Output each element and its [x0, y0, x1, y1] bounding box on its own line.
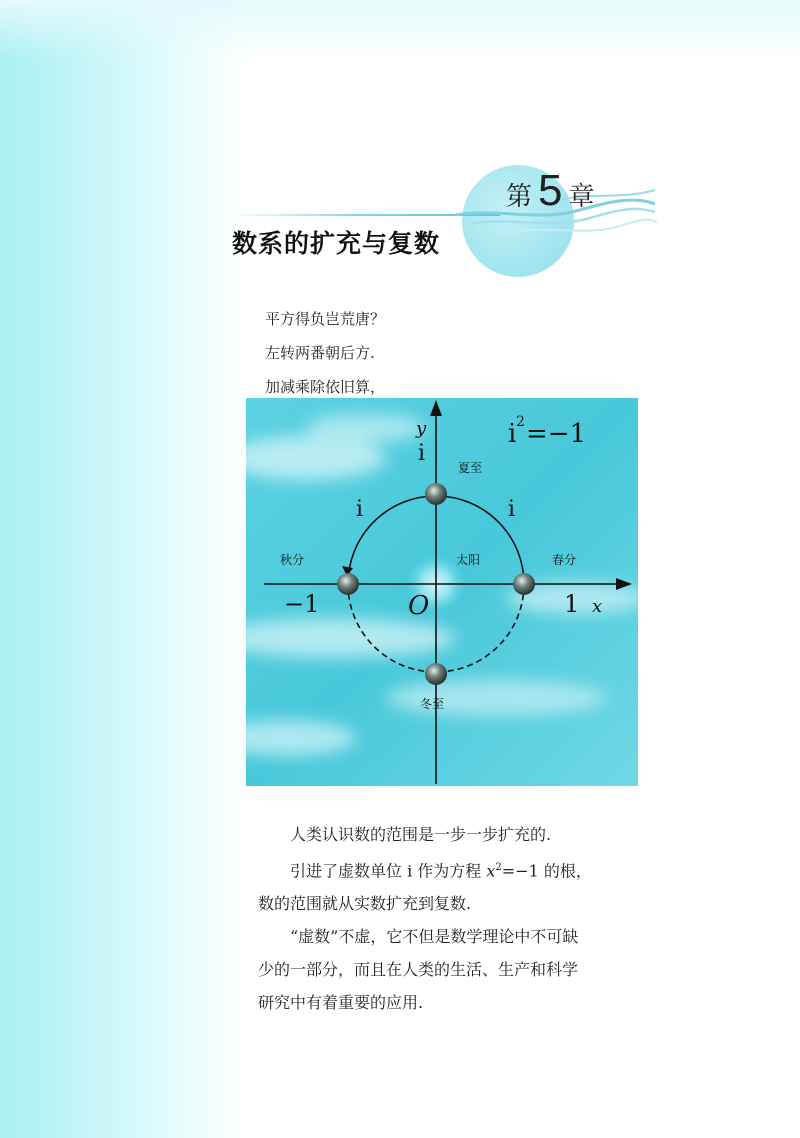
formula-base: i [508, 419, 517, 449]
complex-plane-diagram [246, 398, 638, 786]
earth-spring-equinox [513, 573, 535, 595]
text-span: 引进了虚数单位 i 作为方程 [290, 861, 487, 881]
point-left-label: 秋分 [280, 553, 305, 567]
intro-paragraph: 人类认识数的范围是一步一步扩充的. [290, 825, 552, 844]
chapter-suffix: 章 [568, 182, 595, 212]
intro-paragraph: “虚数”不虚，它不但是数学理论中不可缺 [290, 927, 579, 947]
text-span: =−1 的根， [501, 861, 592, 881]
exponent: 2 [495, 862, 502, 873]
arc-right-label: i [508, 497, 516, 522]
formula-rest: =−1 [526, 419, 587, 449]
center-label: 太阳 [456, 553, 481, 567]
point-top-label: 夏至 [458, 461, 483, 475]
intro-paragraph-continued: 少的一部分，而且在人类的生活、生产和科学 [258, 960, 579, 980]
poem-line: 左转两番朝后方. [265, 344, 375, 362]
earth-summer-solstice [425, 483, 447, 505]
tick-1-label: 1 [564, 590, 580, 618]
chapter-prefix: 第 [506, 182, 533, 212]
formula-exponent: 2 [516, 414, 525, 430]
earth-winter-solstice [425, 663, 447, 685]
intro-paragraph [258, 851, 638, 887]
page-side-band [0, 0, 250, 1138]
x-axis-label: x [592, 596, 603, 617]
poem-line: 加减乘除依旧算， [265, 378, 386, 396]
chapter-number: 5 [538, 166, 563, 215]
intro-paragraph-continued: 数的范围就从实数扩充到复数. [258, 894, 472, 914]
y-axis-label: y [416, 418, 427, 439]
origin-label: O [408, 591, 430, 621]
intro-paragraph-continued: 研究中有着重要的应用. [258, 993, 424, 1013]
poem-line: 平方得负岂荒唐？ [265, 310, 386, 328]
tick-neg1-label: −1 [284, 590, 320, 618]
tick-i-label: i [418, 441, 426, 466]
variable-x: x [486, 861, 496, 881]
point-right-label: 春分 [552, 553, 577, 567]
chapter-number-heading [506, 166, 626, 214]
earth-autumn-equinox [337, 573, 359, 595]
chapter-intro-text [258, 818, 638, 1019]
arc-left-label: i [356, 497, 364, 522]
page-top-band [0, 0, 800, 60]
chapter-title: 数系的扩充与复数 [232, 229, 441, 258]
point-bottom-label: 冬至 [420, 697, 445, 711]
